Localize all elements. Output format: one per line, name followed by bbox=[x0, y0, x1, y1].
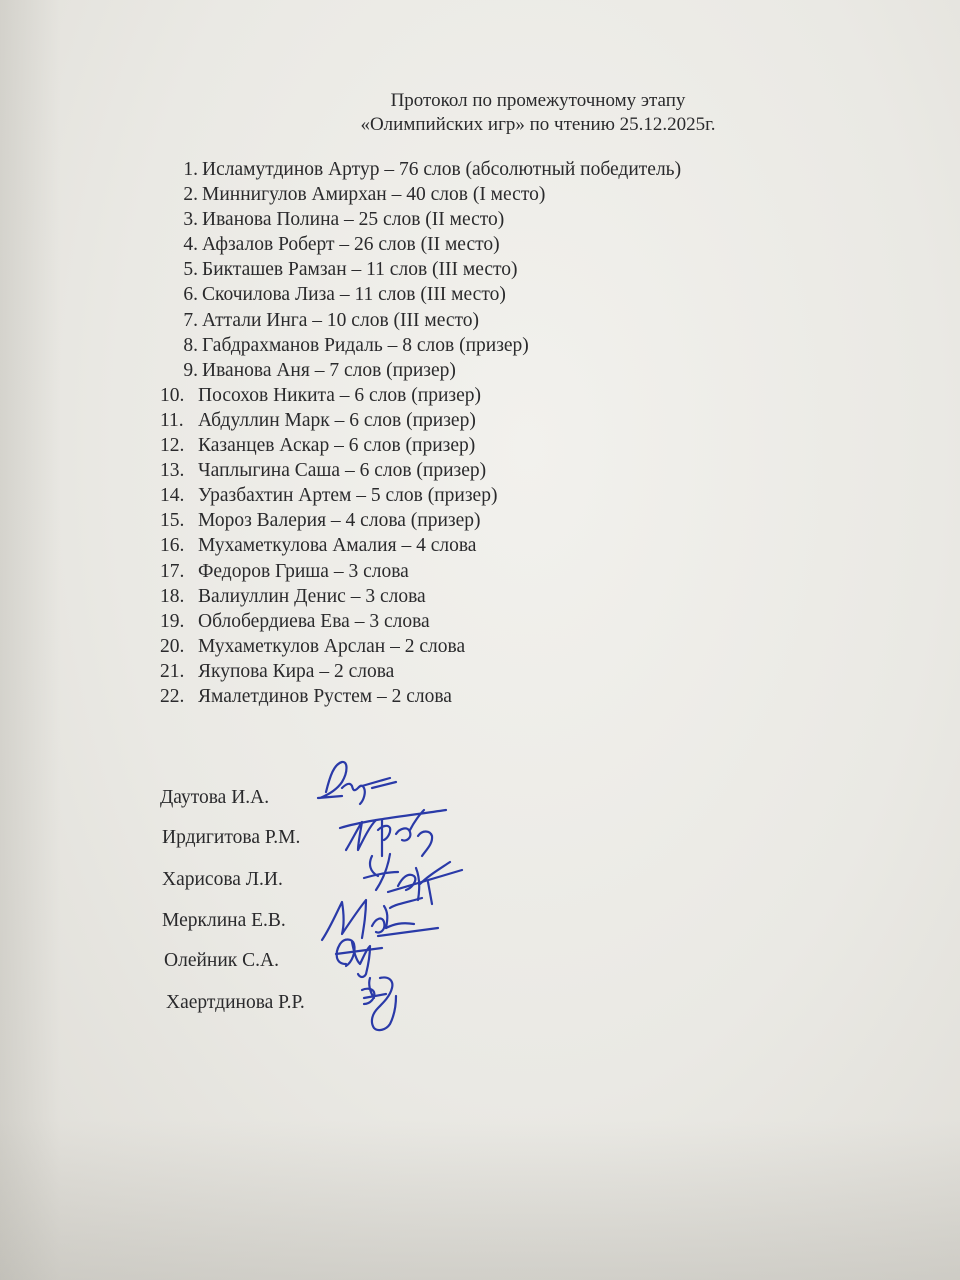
list-item-number: 1. bbox=[183, 159, 198, 180]
list-item-text: Ямалетдинов Рустем – 2 слова bbox=[198, 685, 452, 707]
list-item-text: Уразбахтин Артем – 5 слов (призер) bbox=[198, 485, 498, 507]
list-item-number: 21. bbox=[160, 660, 185, 682]
signature-khaertdinova bbox=[356, 970, 412, 1040]
list-item-text: Мухаметкулова Амалия – 4 слова bbox=[198, 535, 477, 557]
list-item-text: Якупова Кира – 2 слова bbox=[198, 660, 395, 682]
list-item-number: 4. bbox=[183, 234, 198, 256]
list-item-text: Аттали Инга – 10 слов (III место) bbox=[202, 309, 480, 331]
list-item-text: Казанцев Аскар – 6 слов (призер) bbox=[198, 435, 476, 457]
document-title-line-2: «Олимпийских игр» по чтению 25.12.2025г. bbox=[360, 114, 716, 135]
list-item-number: 2. bbox=[183, 184, 198, 206]
list-item-text: Облобердиева Ева – 3 слова bbox=[198, 610, 430, 632]
list-item bbox=[160, 508, 681, 533]
list-item bbox=[160, 684, 681, 709]
list-item-number: 7. bbox=[183, 309, 198, 331]
list-item-number: 22. bbox=[160, 685, 185, 707]
list-item bbox=[160, 483, 681, 508]
list-item-number: 11. bbox=[160, 409, 184, 431]
list-item-text: Исламутдинов Артур – 76 слов (абсолютный победитель) bbox=[202, 159, 682, 180]
list-item-text: Чаплыгина Саша – 6 слов (призер) bbox=[198, 460, 487, 482]
results-list bbox=[160, 157, 681, 709]
signatory-name: Даутова И.А. bbox=[160, 787, 270, 808]
list-item-text: Посохов Никита – 6 слов (призер) bbox=[198, 384, 481, 406]
list-item-text: Габдрахманов Ридаль – 8 слов (призер) bbox=[202, 334, 529, 356]
list-item-text: Абдуллин Марк – 6 слов (призер) bbox=[198, 409, 476, 431]
signatory-name: Олейник С.А. bbox=[164, 950, 279, 971]
list-item bbox=[160, 282, 681, 307]
list-item-text: Валиуллин Денис – 3 слова bbox=[198, 585, 426, 607]
list-item-number: 18. bbox=[160, 585, 185, 607]
list-item bbox=[160, 458, 681, 483]
list-item bbox=[160, 333, 681, 358]
list-item-number: 10. bbox=[160, 384, 185, 406]
list-item bbox=[160, 157, 681, 182]
list-item bbox=[160, 308, 681, 333]
list-item bbox=[160, 584, 681, 609]
list-item bbox=[160, 433, 681, 458]
signatory-name: Мерклина Е.В. bbox=[162, 910, 286, 931]
list-item-text: Мухаметкулов Арслан – 2 слова bbox=[198, 635, 466, 657]
list-item-number: 16. bbox=[160, 535, 185, 557]
list-item bbox=[160, 232, 681, 257]
document-title-line-1: Протокол по промежуточному этапу bbox=[390, 90, 686, 111]
list-item bbox=[160, 559, 681, 584]
list-item-text: Иванова Аня – 7 слов (призер) bbox=[202, 359, 456, 381]
list-item-text: Иванова Полина – 25 слов (II место) bbox=[202, 209, 505, 231]
signatory-name: Ирдигитова Р.М. bbox=[162, 827, 301, 848]
list-item-number: 13. bbox=[160, 460, 185, 482]
list-item-number: 5. bbox=[183, 259, 198, 281]
signatory-name: Хаертдинова Р.Р. bbox=[166, 992, 305, 1013]
list-item bbox=[160, 182, 681, 207]
list-item-number: 12. bbox=[160, 435, 185, 457]
list-item-text: Миннигулов Амирхан – 40 слов (I место) bbox=[202, 184, 546, 206]
list-item-number: 14. bbox=[160, 485, 185, 507]
list-item bbox=[160, 207, 681, 232]
list-item-number: 8. bbox=[183, 334, 198, 356]
signatory-name: Харисова Л.И. bbox=[162, 869, 283, 890]
list-item bbox=[160, 358, 681, 383]
list-item-number: 20. bbox=[160, 635, 185, 657]
paper-shadow-bottom bbox=[0, 1120, 960, 1280]
list-item bbox=[160, 408, 681, 433]
list-item bbox=[160, 383, 681, 408]
list-item-number: 19. bbox=[160, 610, 185, 632]
list-item-text: Бикташев Рамзан – 11 слов (III место) bbox=[202, 259, 518, 281]
list-item bbox=[160, 634, 681, 659]
list-item-number: 15. bbox=[160, 510, 185, 532]
list-item bbox=[160, 609, 681, 634]
list-item-number: 6. bbox=[183, 284, 198, 306]
list-item-text: Афзалов Роберт – 26 слов (II место) bbox=[202, 234, 500, 256]
paper-shadow-left bbox=[0, 0, 60, 1280]
list-item-number: 9. bbox=[183, 359, 198, 381]
list-item bbox=[160, 533, 681, 558]
list-item bbox=[160, 257, 681, 282]
list-item-number: 17. bbox=[160, 560, 185, 582]
list-item-text: Скочилова Лиза – 11 слов (III место) bbox=[202, 284, 506, 306]
list-item bbox=[160, 659, 681, 684]
list-item-text: Мороз Валерия – 4 слова (призер) bbox=[198, 510, 481, 532]
list-item-text: Федоров Гриша – 3 слова bbox=[198, 560, 409, 582]
list-item-number: 3. bbox=[183, 209, 198, 231]
